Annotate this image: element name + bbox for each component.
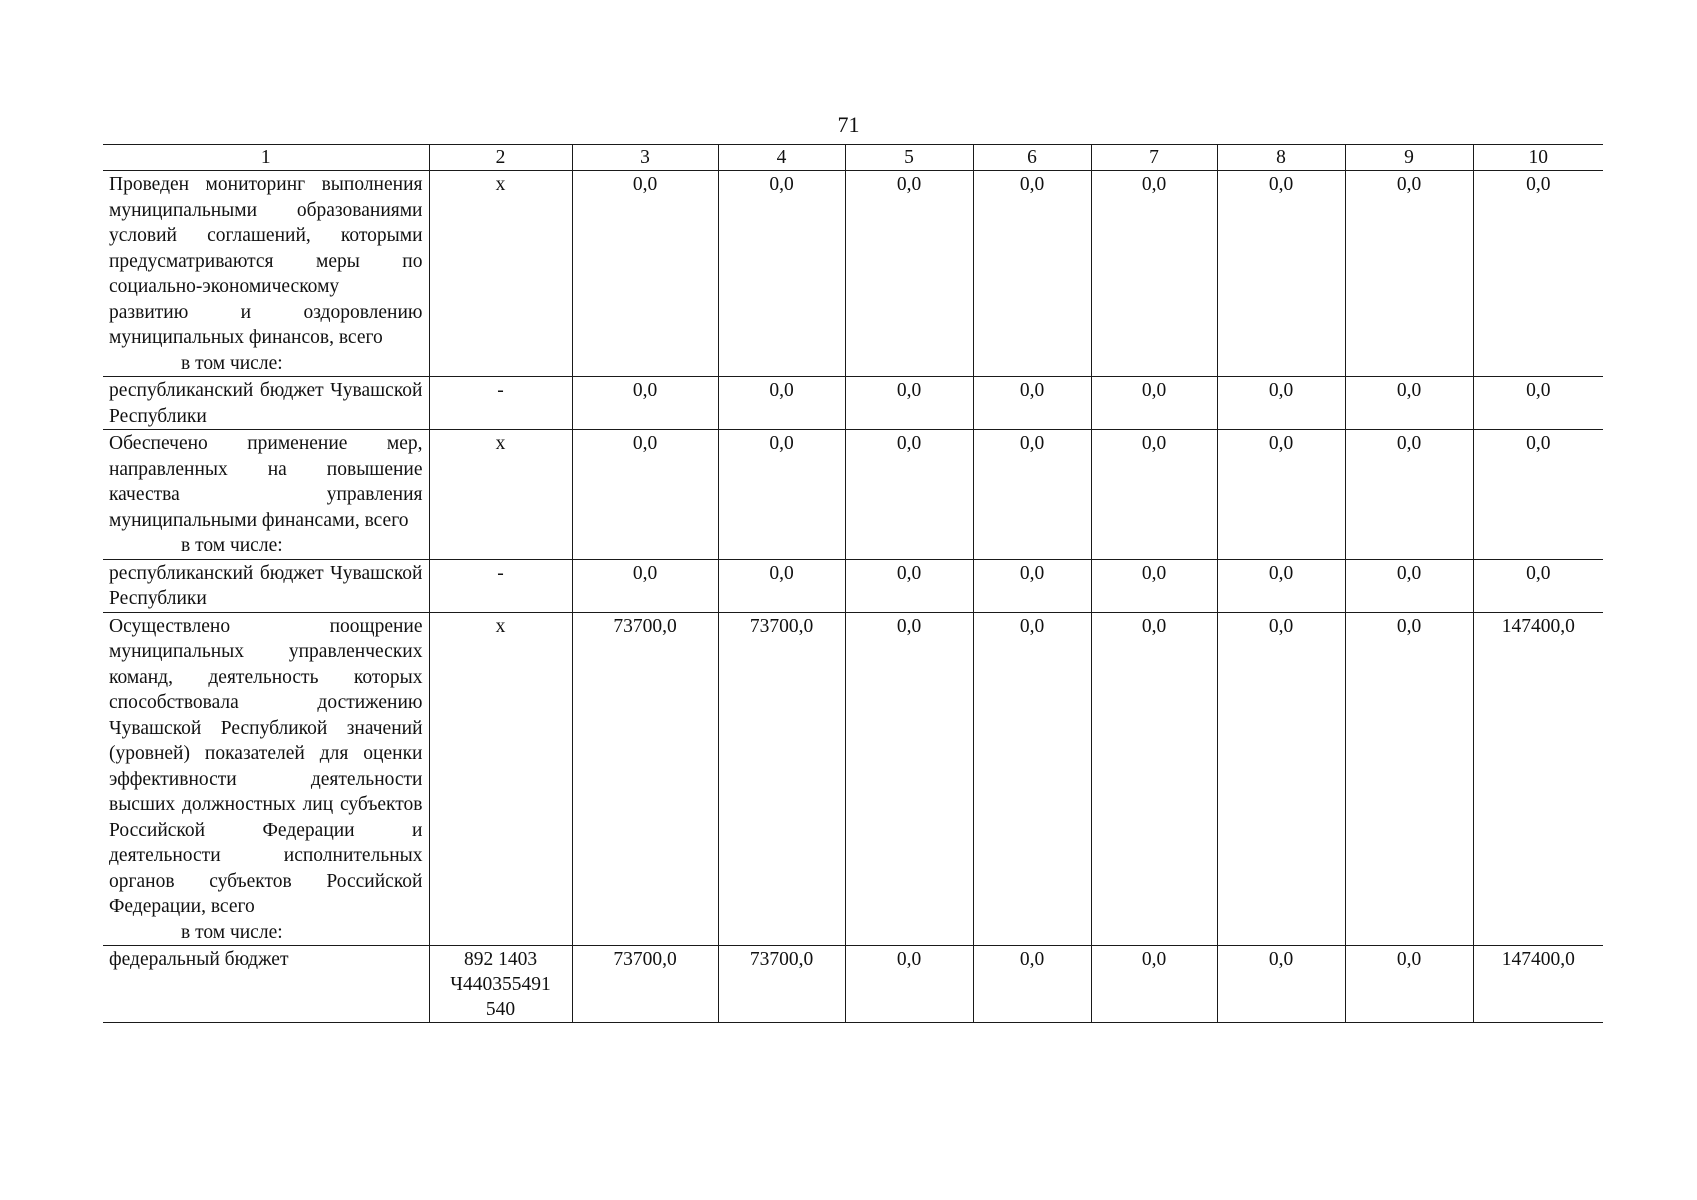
code-cell: x xyxy=(429,171,572,377)
header-cell: 4 xyxy=(718,145,845,171)
code-cell: 892 1403 Ч440355491 540 xyxy=(429,946,572,1023)
value-cell: 0,0 xyxy=(1217,377,1345,430)
description-cell xyxy=(103,430,429,560)
code-cell: - xyxy=(429,559,572,612)
value-cell: 0,0 xyxy=(1217,612,1345,946)
value-cell: 147400,0 xyxy=(1473,946,1603,1023)
header-cell: 5 xyxy=(845,145,973,171)
value-cell: 73700,0 xyxy=(718,946,845,1023)
value-cell: 0,0 xyxy=(718,430,845,560)
value-cell: 0,0 xyxy=(973,946,1091,1023)
budget-table xyxy=(103,144,1603,1023)
value-cell: 0,0 xyxy=(973,559,1091,612)
table-row xyxy=(103,171,1603,377)
value-cell: 0,0 xyxy=(973,171,1091,377)
table-row xyxy=(103,430,1603,560)
header-cell: 6 xyxy=(973,145,1091,171)
value-cell: 0,0 xyxy=(572,377,718,430)
value-cell: 0,0 xyxy=(845,612,973,946)
description-cell xyxy=(103,946,429,1023)
header-cell: 7 xyxy=(1091,145,1217,171)
value-cell: 0,0 xyxy=(1217,430,1345,560)
value-cell: 0,0 xyxy=(845,430,973,560)
value-cell: 0,0 xyxy=(973,377,1091,430)
header-cell: 8 xyxy=(1217,145,1345,171)
value-cell: 73700,0 xyxy=(572,612,718,946)
code-cell: x xyxy=(429,430,572,560)
row-description: Проведен мониторинг выполнения муниципальными образованиями условий соглашений, которыми предусматриваются меры по социально-экономическому развитию и оздоровлению муниципальных финансов, всего xyxy=(109,174,423,348)
value-cell: 0,0 xyxy=(1345,171,1473,377)
value-cell: 0,0 xyxy=(845,946,973,1023)
value-cell: 0,0 xyxy=(1091,430,1217,560)
value-cell: 0,0 xyxy=(1345,946,1473,1023)
header-cell: 2 xyxy=(429,145,572,171)
value-cell: 73700,0 xyxy=(718,612,845,946)
value-cell: 0,0 xyxy=(973,612,1091,946)
header-cell: 9 xyxy=(1345,145,1473,171)
row-description: республиканский бюджет Чувашской Республики xyxy=(109,380,423,427)
row-sub-label: в том числе: xyxy=(181,535,283,556)
value-cell: 0,0 xyxy=(1473,559,1603,612)
header-cell: 3 xyxy=(572,145,718,171)
value-cell: 0,0 xyxy=(845,171,973,377)
value-cell: 0,0 xyxy=(1217,946,1345,1023)
table-row xyxy=(103,377,1603,430)
value-cell: 0,0 xyxy=(1345,430,1473,560)
value-cell: 73700,0 xyxy=(572,946,718,1023)
value-cell: 0,0 xyxy=(1345,377,1473,430)
value-cell: 0,0 xyxy=(718,171,845,377)
value-cell: 0,0 xyxy=(845,377,973,430)
description-cell xyxy=(103,171,429,377)
header-cell: 10 xyxy=(1473,145,1603,171)
value-cell: 0,0 xyxy=(1473,430,1603,560)
value-cell: 147400,0 xyxy=(1473,612,1603,946)
value-cell: 0,0 xyxy=(1473,171,1603,377)
row-description: Осуществлено поощрение муниципальных управленческих команд, деятельность которых способствовала достижению Чувашской Республикой значений (уровней) показателей для оценки эффективности деятельности высших должностных лиц субъектов Российской Федерации и деятельности исполнительных органов субъектов Российской Федерации, всего xyxy=(109,615,423,917)
description-cell xyxy=(103,377,429,430)
value-cell: 0,0 xyxy=(973,430,1091,560)
code-cell: - xyxy=(429,377,572,430)
table-row xyxy=(103,612,1603,946)
value-cell: 0,0 xyxy=(718,559,845,612)
page-number: 71 xyxy=(837,112,860,137)
value-cell: 0,0 xyxy=(1217,559,1345,612)
value-cell: 0,0 xyxy=(1091,559,1217,612)
value-cell: 0,0 xyxy=(1345,559,1473,612)
header-cell: 1 xyxy=(103,145,429,171)
value-cell: 0,0 xyxy=(1091,171,1217,377)
value-cell: 0,0 xyxy=(1091,946,1217,1023)
header-row xyxy=(103,145,1603,171)
code-cell: x xyxy=(429,612,572,946)
description-cell xyxy=(103,559,429,612)
row-description: Обеспечено применение мер, направленных на повышение качества управления муниципальными финансами, всего xyxy=(109,433,423,531)
value-cell: 0,0 xyxy=(845,559,973,612)
value-cell: 0,0 xyxy=(1091,612,1217,946)
row-description: республиканский бюджет Чувашской Республики xyxy=(109,562,423,609)
value-cell: 0,0 xyxy=(572,559,718,612)
row-sub-label: в том числе: xyxy=(181,352,283,374)
value-cell: 0,0 xyxy=(1217,171,1345,377)
description-cell xyxy=(103,612,429,946)
value-cell: 0,0 xyxy=(572,171,718,377)
value-cell: 0,0 xyxy=(1473,377,1603,430)
row-sub-label: в том числе: xyxy=(181,921,283,943)
value-cell: 0,0 xyxy=(572,430,718,560)
value-cell: 0,0 xyxy=(1091,377,1217,430)
table-row xyxy=(103,559,1603,612)
value-cell: 0,0 xyxy=(718,377,845,430)
table-row xyxy=(103,946,1603,1023)
row-description: федеральный бюджет xyxy=(109,949,289,970)
value-cell: 0,0 xyxy=(1345,612,1473,946)
